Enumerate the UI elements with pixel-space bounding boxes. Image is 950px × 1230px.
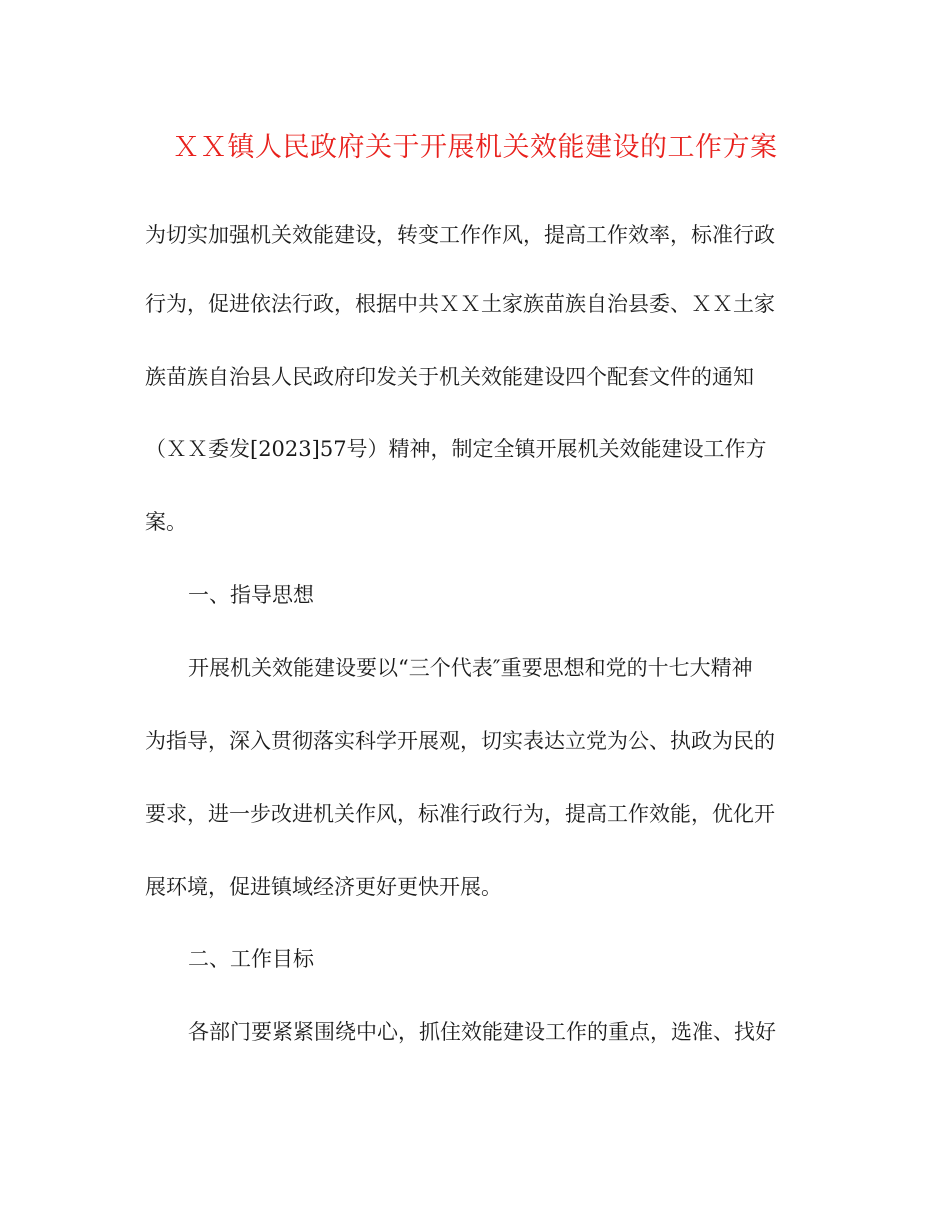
paragraph-2-line-3: 要求，进一步改进机关作风，标准行政行为，提高工作效能，优化开 xyxy=(145,802,775,826)
paragraph-2-line-4: 展环境，促进镇域经济更好更快开展。 xyxy=(145,875,502,899)
section-heading-guiding-ideology: 一、指导思想 xyxy=(188,583,314,607)
paragraph-2-line-1: 开展机关效能建设要以“三个代表″重要思想和党的十七大精神 xyxy=(188,656,753,680)
document-title: ＸＸ镇人民政府关于开展机关效能建设的工作方案 xyxy=(172,132,778,163)
paragraph-1-line-2: 行为，促进依法行政，根据中共ＸＸ土家族苗族自治县委、ＸＸ土家 xyxy=(145,292,775,316)
paragraph-1-line-4: （ＸＸ委发[2023]57号）精神，制定全镇开展机关效能建设工作方 xyxy=(145,437,767,461)
paragraph-1-line-3: 族苗族自治县人民政府印发关于机关效能建设四个配套文件的通知 xyxy=(145,365,754,389)
paragraph-2-line-2: 为指导，深入贯彻落实科学开展观，切实表达立党为公、执政为民的 xyxy=(145,729,775,753)
paragraph-3-line-1: 各部门要紧紧围绕中心，抓住效能建设工作的重点，选准、找好 xyxy=(188,1020,776,1044)
section-heading-work-goals: 二、工作目标 xyxy=(188,947,314,971)
paragraph-1-line-1: 为切实加强机关效能建设，转变工作作风，提高工作效率，标准行政 xyxy=(145,223,775,247)
paragraph-1-line-5: 案。 xyxy=(145,510,187,534)
